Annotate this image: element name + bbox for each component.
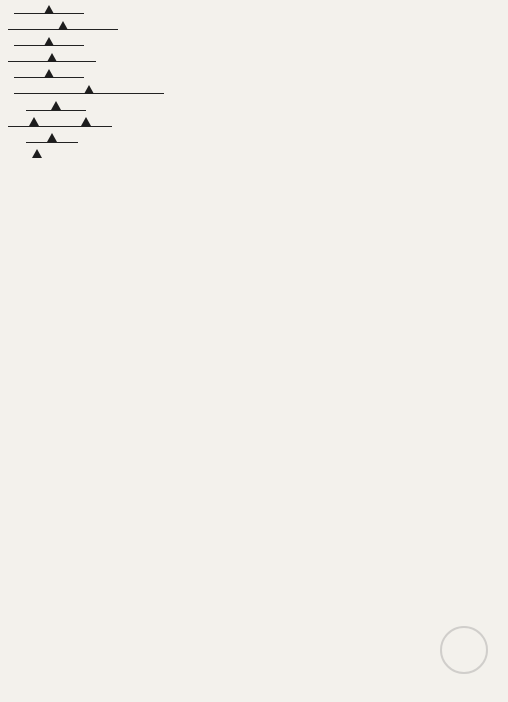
q16-line-5: [8, 66, 502, 82]
q16-line-4: [8, 50, 502, 66]
triangle-marker-icon: [47, 133, 57, 142]
exam-page: [8, 2, 502, 163]
watermark-logo: [416, 626, 496, 686]
q16-line-1: [8, 2, 502, 18]
answer-blank: [14, 82, 164, 94]
answer-blank: [14, 34, 84, 46]
triangle-marker-icon: [81, 117, 91, 126]
answer-blank: [26, 99, 86, 111]
q16-line-3: [8, 34, 502, 50]
passage-line: [8, 147, 502, 163]
triangle-marker-icon: [44, 69, 54, 78]
answer-blank: [8, 18, 118, 30]
triangle-marker-icon: [47, 53, 57, 62]
answer-blank: [8, 50, 96, 62]
triangle-marker-icon: [29, 117, 39, 126]
watermark-circle-icon: [440, 626, 488, 674]
triangle-marker-icon: [51, 101, 61, 110]
triangle-marker-icon: [32, 149, 42, 158]
triangle-marker-icon: [84, 85, 94, 94]
passage-line: [8, 99, 502, 115]
answer-blank: [14, 66, 84, 78]
answer-blank: [8, 115, 60, 127]
q16-line-2: [8, 18, 502, 34]
passage-line: [8, 131, 502, 147]
answer-blank: [14, 2, 84, 14]
passage-line: [8, 115, 502, 131]
answer-blank: [26, 131, 78, 143]
answer-blank: [60, 115, 112, 127]
triangle-marker-icon: [58, 21, 68, 30]
q16-line-6: [8, 82, 502, 98]
triangle-marker-icon: [44, 37, 54, 46]
triangle-marker-icon: [44, 5, 54, 14]
